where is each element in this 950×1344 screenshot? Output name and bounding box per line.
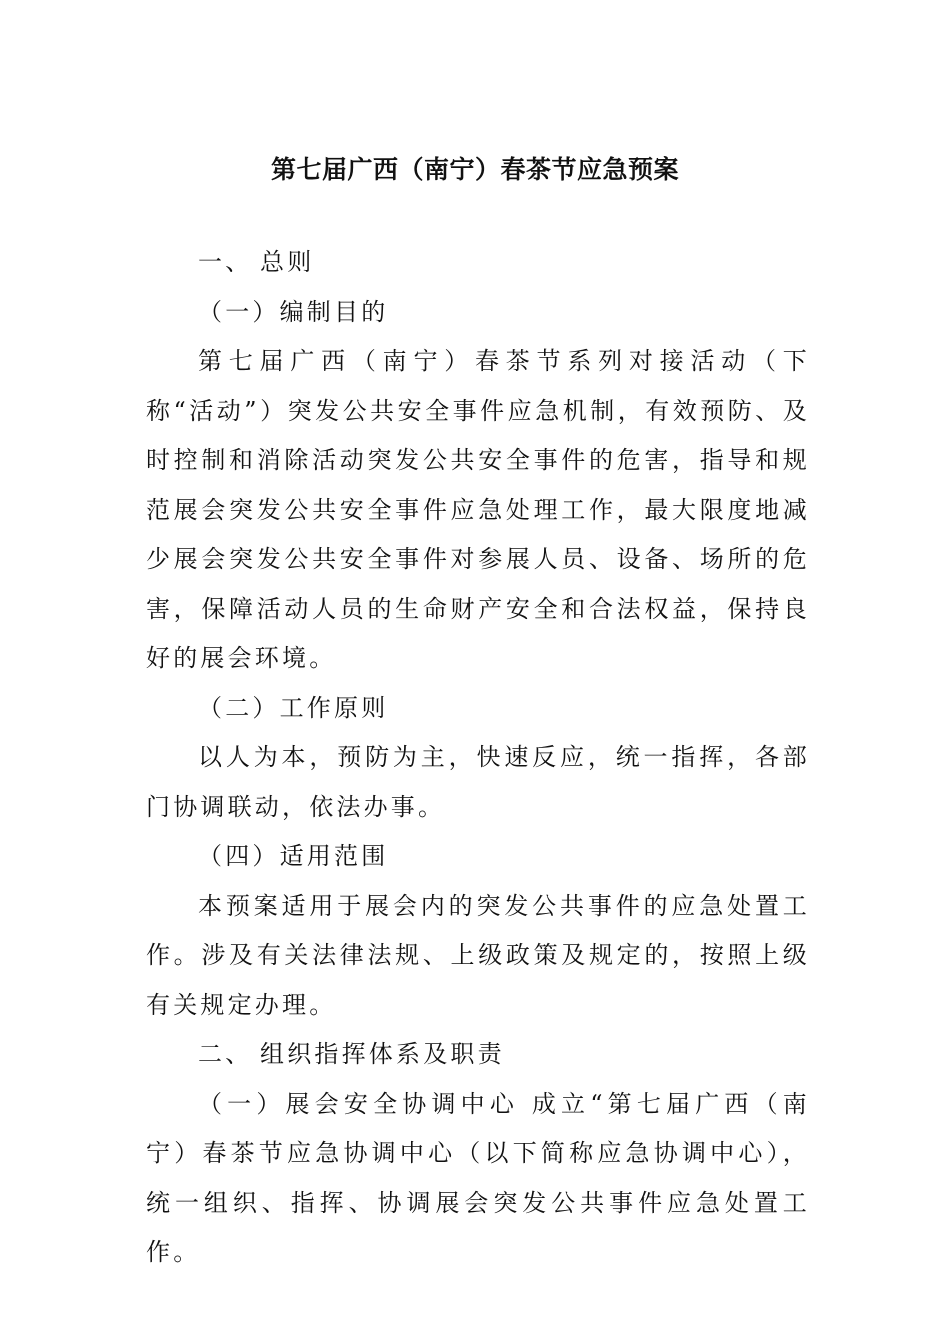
document-title: 第七届广西（南宁）春茶节应急预案 — [270, 155, 679, 184]
document-body — [146, 238, 810, 1278]
section-number: 二、 — [198, 1040, 253, 1068]
paragraph-coordination-center: （一）展会安全协调中心 成立“第七届广西（南宁）春茶节应急协调中心（以下简称应急协调中心），统一组织、指挥、协调展会突发公共事件应急处置工作。 — [146, 1089, 810, 1266]
section-number: 一、 — [198, 248, 253, 276]
section-heading-text: 总则 — [260, 248, 315, 276]
subsection-heading-scope: （四）适用范围 — [198, 842, 389, 870]
section-heading-organization — [146, 1030, 810, 1080]
section-heading-text: 组织指挥体系及职责 — [260, 1040, 505, 1068]
section-heading-general — [146, 238, 810, 288]
paragraph-purpose: 第七届广西（南宁）春茶节系列对接活动（下称“活动”）突发公共安全事件应急机制，有效预防、及时控制和消除活动突发公共安全事件的危害，指导和规范展会突发公共安全事件应急处理工作，最大限度地减少展会突发公共安全事件对参展人员、设备、场所的危害，保障活动人员的生命财产安全和合法权益，保持良好的展会环境。 — [146, 347, 810, 672]
subsection-heading-purpose: （一）编制目的 — [198, 297, 389, 326]
paragraph-scope: 本预案适用于展会内的突发公共事件的应急处置工作。涉及有关法律法规、上级政策及规定的，按照上级有关规定办理。 — [146, 891, 810, 1019]
subsection-heading-principles: （二）工作原则 — [198, 693, 389, 722]
paragraph-principles: 以人为本，预防为主，快速反应，统一指挥，各部门协调联动，依法办事。 — [146, 743, 810, 821]
